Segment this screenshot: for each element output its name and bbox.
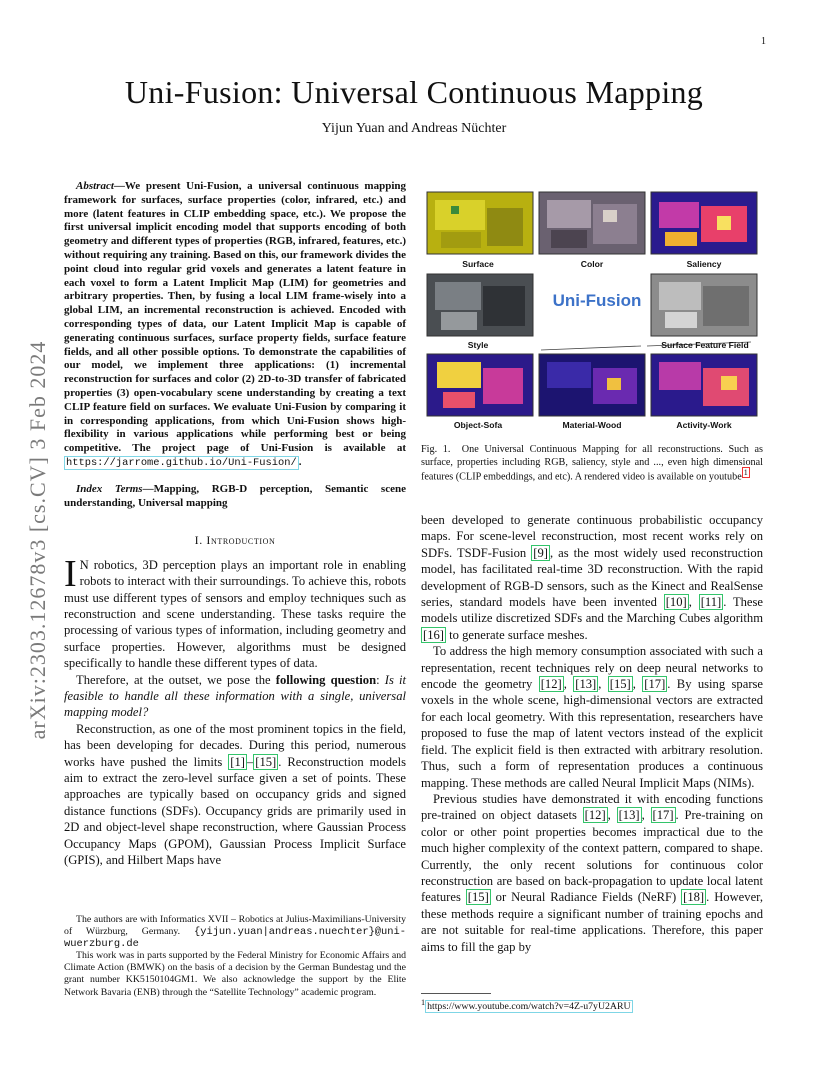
citation-link[interactable]: [18]	[683, 890, 705, 905]
citation-link[interactable]: [16]	[423, 627, 444, 642]
section-heading: I. Introduction	[194, 533, 276, 548]
research-question: Is it feasible to handle all these information with a single, universal mapping model?	[64, 672, 406, 720]
page-number: 1	[761, 36, 766, 47]
figure-label: Style	[467, 340, 489, 350]
youtube-link[interactable]: https://www.youtube.com/watch?v=4Z-u7yU2ARU	[427, 1001, 631, 1013]
funding-footnote: This work was in parts supported by the Federal Ministry for Economic Affairs and Climate Action (BMWK) on the basis of a decision by the German Bundestag und the grant number KK5150104GM1. We also acknowledge the support by the Elite Network Bavaria (ENB) through the “Satellite Technology” academic program.	[64, 950, 406, 998]
index-terms-text: —Mapping, RGB-D perception, Semantic scene understanding, Universal mapping	[64, 482, 406, 509]
color-panel	[539, 192, 645, 254]
paper-authors: Yijun Yuan and Andreas Nüchter	[321, 121, 507, 136]
drop-cap: I	[64, 552, 77, 595]
object-sofa-panel	[427, 354, 533, 416]
youtube-footnote: $^1$ https://www.youtube.com/watch?v=4Z-u7yU2ARU	[421, 998, 631, 1013]
saliency-panel	[651, 192, 757, 254]
citation-link[interactable]: [17]	[644, 677, 666, 692]
right-paragraph-1: been developed to generate continuous probabilistic occupancy maps. For scene-level reconstruction, most recent works rely on SDFs. TSDF-Fusion [9] , as the most widely used reconstruction model, has facilitated real-time 3D reconstruction. With the rapid development of RGB-D sensors, such as the Kinect and RealSense series, standard models have been invented [10] , [11] . These models utilize discretized SDFs and the Marching Cubes algorithm [16] to generate surface meshes.	[421, 513, 764, 642]
intro-paragraph-2: Therefore, at the outset, we pose the following question: Is it feasible to handle all these information with a single, universal mapping model?	[64, 672, 406, 720]
intro-paragraph-1: I N robotics, 3D perception plays an important role in enabling robots to interact with their surroundings. To achieve this, robots must use different types of sensors and employ techniques such as reconstruction and scene understanding. These tasks require the processing of various types of information, including geometry and surface properties. However, algorithms must be designed specifically to handle these different types of data.	[64, 552, 406, 671]
citation-link[interactable]: [1]	[230, 754, 245, 769]
citation-link[interactable]: [17]	[652, 808, 674, 823]
figure-label: Material-Wood	[562, 420, 622, 430]
surface-panel	[427, 192, 533, 254]
right-paragraph-2: To address the high memory consumption associated with such a representation, recent techniques rely on deep neural networks to encode the geometry [12] , [13] , [15] , [17] . By using sparse voxels in the whole scene, high-dimensional vectors are extracted for each local geometry. With this representation, researchers have proposed to fuse the map of latent vectors instead of the explicit field. The explicit field is then extracted with arbitrary resolution. Thus, such a form of representation produces a continuous mapping. These methods are called Neural Implicit Maps (NIMs).	[421, 644, 764, 790]
section-title: Introduction	[206, 533, 276, 548]
figure-label: Surface	[462, 259, 494, 269]
figure-1	[421, 186, 765, 432]
footnote-mark-link[interactable]: 1	[743, 468, 748, 478]
citation-link[interactable]: [11]	[700, 595, 722, 610]
uni-fusion-logo: Uni-Fusion	[552, 291, 642, 310]
abstract-text: —We present Uni-Fusion, a universal continuous mapping framework for surfaces, surface properties (color, infrared, etc.) and more (latent features in CLIP embedding space, etc.). We propose the first universal implicit encoding model that supports encoding of both geometry and different types of properties (RGB, infrared, features, etc.) without requiring any training. Based on this, our framework divides the point cloud into regular grid voxels and generates a latent feature in each voxel to form a Latent Implicit Map (LIM) for geometries and arbitrary properties. Then, by fusing a local LIM frame-wisely into a global LIM, an incremental reconstruction is achieved. Encoded with corresponding types of data, our Latent Implicit Map is capable of generating continuous surfaces, surface property fields, surface feature fields, and all other possible options. To demonstrate the capabilities of our model, we implement three applications: (1) incremental reconstruction for surfaces and color (2) 2D-to-3D transfer of fabricated properties (3) open-vocabulary scene understanding by creating a text CLIP feature field on surfaces. We evaluate Uni-Fusion by comparing it in corresponding applications, from which Uni-Fusion shows high-flexibility in various applications while performing best or being competitive. The project page of Uni-Fusion is available at	[64, 180, 406, 455]
index-terms-lead: Index Terms	[76, 482, 143, 495]
style-panel	[427, 274, 533, 336]
footnote-rule	[421, 993, 491, 994]
citation-link[interactable]: [9]	[533, 545, 548, 560]
figure-label: Saliency	[686, 259, 722, 269]
index-terms	[64, 483, 406, 511]
project-page-link[interactable]: https://jarrome.github.io/Uni-Fusion/	[66, 456, 297, 469]
material-wood-panel	[539, 354, 645, 416]
figure-caption: Fig. 1. One Universal Continuous Mapping for all reconstructions. Such as surface, properties including RGB, saliency, style and ..., even high dimensional features (CLIP embeddings, and etc). A rendered video is available on youtube $^1$	[421, 444, 764, 483]
citation-link[interactable]: [12]	[540, 677, 562, 692]
surface-feature-field-panel	[651, 274, 757, 336]
figure-label: Activity-Work	[676, 420, 732, 430]
author-footnote: The authors are with Informatics XVII – Robotics at Julius-Maximilians-University of Würzburg, Germany. {yijun.yuan|andreas.nuechter}@uni-wuerzburg.de This work was in parts supported by the Federal Ministry for Economic Affairs and Climate Action (BMWK) on the basis of a decision by the German Bundestag und the grant number KK5150104GM1. We also acknowledge the support by the Elite Network Bavaria (ENB) through the “Satellite Technology” academic program.	[64, 914, 406, 998]
left-column	[64, 180, 406, 868]
activity-work-panel	[651, 354, 757, 416]
right-paragraph-3: Previous studies have demonstrated it with encoding functions pre-trained on object datasets [12] , [13] , [17] . Pre-training on color or other point properties becomes impractical due to the much higher complexity of the context pattern, compared to shape. Currently, the only recent solutions for continuous color reconstruction are based on back-propagation to update local latent features [15] or Neural Radiance Fields (NeRF) [18] . However, these methods require a significant number of training epochs and are not suitable for real-time applications. Therefore, this paper aims to fill the gap by	[421, 791, 764, 954]
abstract: Abstract—We present Uni-Fusion, a universal continuous mapping framework for surfaces, surface properties (color, infrared, etc.) and more (latent features in CLIP embedding space, etc.). We propose the first universal implicit encoding model that supports encoding of both geometry and different types of properties (RGB, infrared, features, etc.) without requiring any training. Based on this, our framework divides the point cloud into regular grid voxels and generates a latent feature in each voxel to form a Latent Implicit Map (LIM) for geometries and arbitrary properties. Then, by fusing a local LIM frame-wisely into a global LIM, an incremental reconstruction is achieved. Encoded with corresponding types of data, our Latent Implicit Map is capable of generating continuous surfaces, surface property fields, surface feature fields, and all other possible options. To demonstrate the capabilities of our model, we implement three applications: (1) incremental reconstruction for surfaces and color (2) 2D-to-3D transfer of fabricated properties (3) open-vocabulary scene understanding by creating a text CLIP feature field on surfaces. We evaluate Uni-Fusion by comparing it in corresponding applications, from which Uni-Fusion shows high-flexibility in various applications while performing best or being competitive. The project page of Uni-Fusion is available at https://jarrome.github.io/Uni-Fusion/ .	[64, 180, 406, 469]
citation-link[interactable]: [15]	[609, 677, 631, 692]
citation-link[interactable]: [15]	[255, 754, 277, 769]
abstract-lead: Abstract	[76, 180, 114, 192]
arxiv-identifier	[8, 290, 68, 790]
arxiv-identifier-text: arXiv:2303.12678v3 [cs.CV] 3 Feb 2024	[25, 340, 50, 740]
citation-link[interactable]: [10]	[665, 595, 687, 610]
citation-link[interactable]: [15]	[467, 890, 489, 905]
figure-label: Color	[580, 259, 604, 269]
citation-link[interactable]: [13]	[575, 677, 597, 692]
citation-link[interactable]: [13]	[618, 808, 640, 823]
citation-link[interactable]: [12]	[584, 808, 606, 823]
figure-label: Object-Sofa	[453, 420, 503, 430]
figure-label: Surface Feature Field	[661, 340, 749, 350]
right-column	[421, 512, 763, 955]
intro-paragraph-3: Reconstruction, as one of the most prominent topics in the field, has been developing for decades. During this period, numerous works have pushed the limits [1] – [15] . Reconstruction models aim to extract the zero-level surface given a set of points. These approaches are typically based on occupancy grids and signed distance functions (SDFs). Occupancy grids are primarily used in 2D and object-level shape reconstruction, where Gaussian Process Occupancy Maps (GPOM), Gaussian Process Implicit Surface (GPIS), and Hilbert Maps have	[64, 721, 406, 868]
author-emails: {yijun.yuan|andreas.nuechter}@uni-wuerzburg.de	[64, 926, 406, 951]
paper-title: Uni-Fusion: Universal Continuous Mapping	[124, 74, 704, 110]
